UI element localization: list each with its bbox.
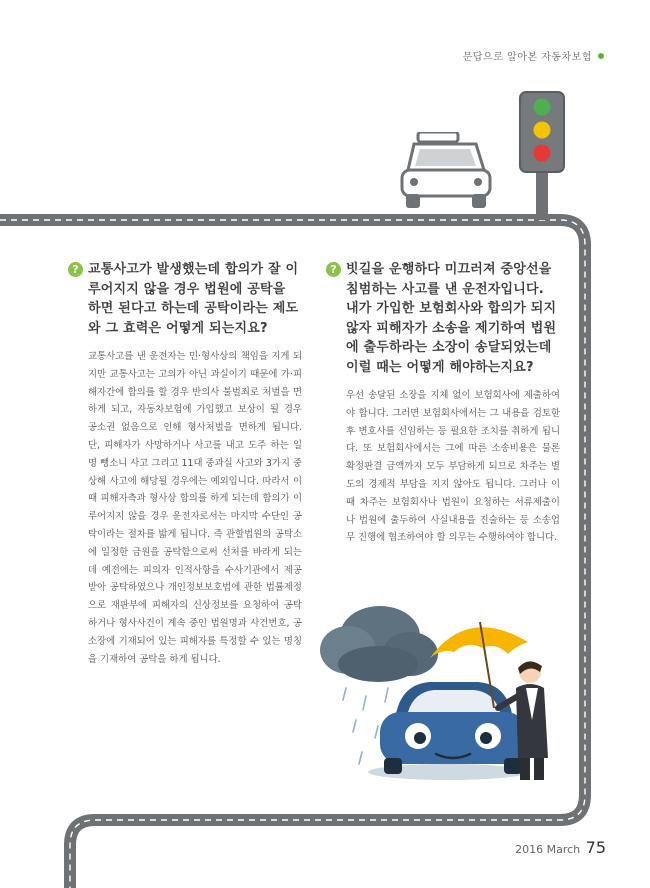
car-illustration <box>368 682 528 780</box>
right-question <box>326 260 560 377</box>
left-column <box>68 260 302 668</box>
right-question-text: 빗길을 운행하다 미끄러져 중앙선을 침범하는 사고를 낸 운전자입니다. 내가 가입한 보험회사와 합의가 되지 않자 피해자가 소송을 제기하여 법원에 출두하라는 소장이 송달되었는데 이럴 때는 어떻게 해야하는지요? <box>346 262 557 375</box>
left-question-text: 교통사고가 발생했는데 합의가 잘 이루어지지 않을 경우 법원에 공탁을 하면 된다고 하는데 공탁이라는 제도와 그 효력은 어떻게 되는지요? <box>88 262 299 336</box>
page-number: 75 <box>585 838 606 857</box>
left-question <box>68 260 302 338</box>
rain-illustration <box>318 588 558 788</box>
section-title: 문답으로 알아본 자동차보험 <box>462 52 592 63</box>
traffic-light-icon <box>518 90 566 220</box>
page-footer <box>515 838 606 857</box>
question-mark-icon: ? <box>68 262 83 277</box>
car-icon <box>398 132 494 216</box>
left-answer-text: 교통사고를 낸 운전자는 민·형사상의 책임을 지게 되지만 교통사고는 고의가 아닌 과실이기 때문에 가·피해자간에 합의를 할 경우 반의사 불벌죄로 처벌을 면하게 되고, 자동차보험에 가입했고 보상이 될 경우 공소권 없음으로 인해 형사처벌을 면하게 됩니다. 단, 피해자가 사망하거나 사고를 내고 도주 하는 일명 뺑소니 사고 그리고 11대 중과실 사고와 3가지 중상해 사고에 해당될 경우에는 예외입니다. 따라서 이때 피해자측과 형사상 합의를 하게 되는데 합의가 이루어지지 않을 경우 운전자로서는 마지막 수단인 공탁이라는 절차를 밟게 됩니다. 즉 관할법원의 공탁소에 일정한 금원을 공탁함으로써 선처를 바라게 되는데 예전에는 피의자 인적사항을 수사기관에서 제공받아 공탁하였으나 개인정보보호법에 관한 법률제정으로 재판부에 피해자의 신상정보를 요청하여 공탁하거나 형사사건이 계속 중인 법원명과 사건번호, 공소장에 기재되어 있는 피해자를 특정할 수 있는 명칭을 기재하여 공탁을 하게 됩니다. <box>88 351 302 665</box>
right-column <box>326 260 560 547</box>
right-answer-text: 우선 송달된 소장을 지체 없이 보험회사에 제출하여야 합니다. 그러면 보험회사에서는 그 내용을 검토한 후 변호사를 선임하는 등 필요한 조치를 취하게 됩니다. 또 보험회사에서는 그에 따른 소송비용은 물론 확정판결 금액까지 모두 부담하게 되므로 차주는 별도의 경제적 부담을 지지 않아도 됩니다. 그러나 이때 차주는 보험회사나 법원이 요청하는 서류제출이나 법원에 출두하여 사실내용을 진술하는 등 소송업무 진행에 협조하여야 할 의무는 수행하여야 합니다. <box>346 390 560 544</box>
issue-date: 2016 March <box>515 843 581 856</box>
question-mark-icon: ? <box>326 262 341 277</box>
